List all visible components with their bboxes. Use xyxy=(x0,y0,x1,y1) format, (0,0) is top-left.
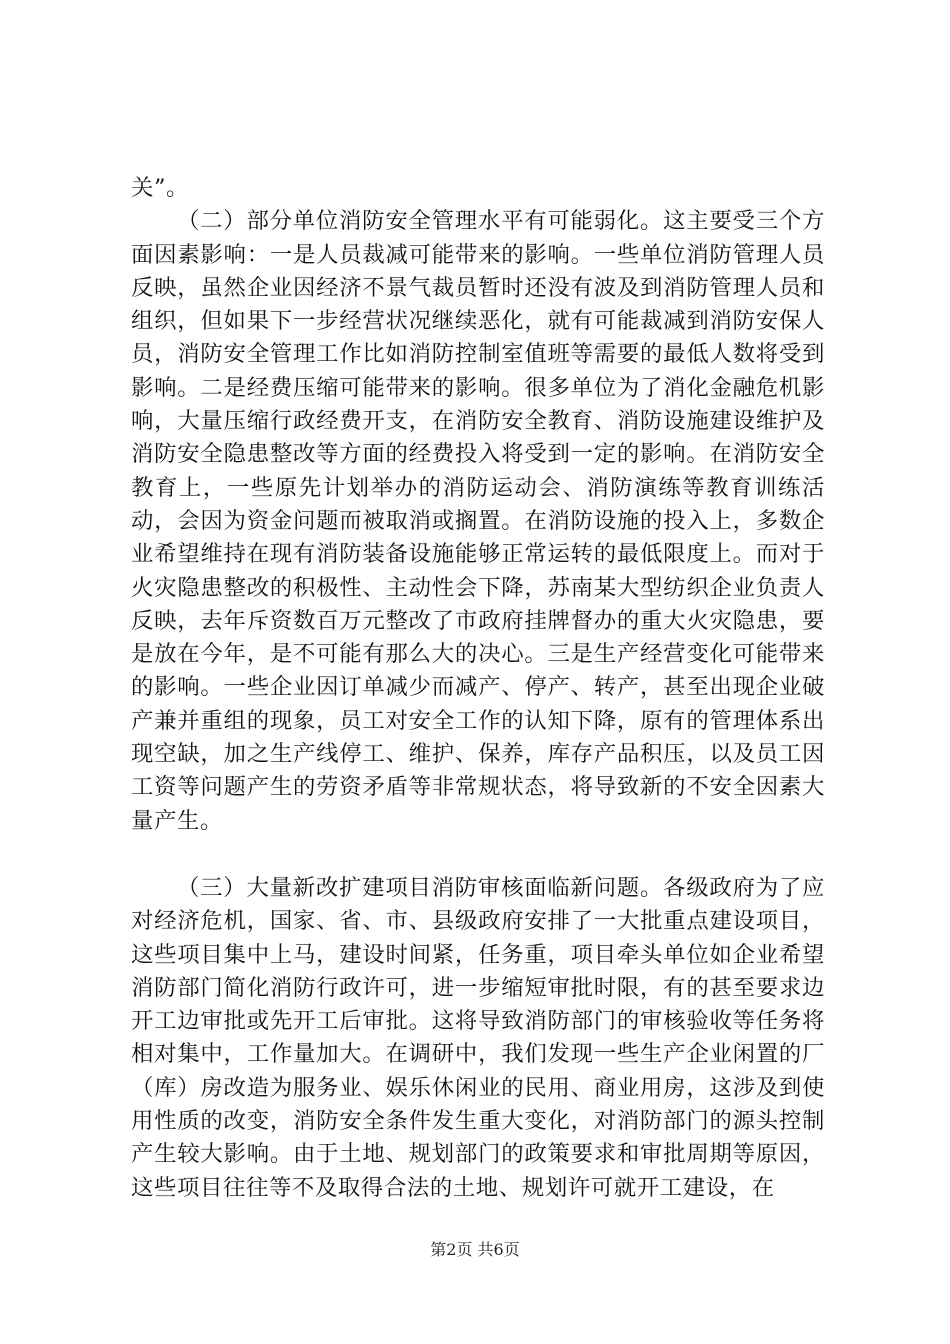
paragraph-section-three: （三）大量新改扩建项目消防审核面临新问题。各级政府为了应对经济危机，国家、省、市、县级政府安排了一大批重点建设项目，这些项目集中上马，建设时间紧，任务重，项目牵头单位如企业希望消防部门简化消防行政许可，进一步缩短审批时限，有的甚至要求边开工边审批或先开工后审批。这将导致消防部门的审核验收等任务将相对集中，工作量加大。在调研中，我们发现一些生产企业闲置的厂（库）房改造为服务业、娱乐休闲业的民用、商业用房，这涉及到使用性质的改变，消防安全条件发生重大变化，对消防部门的源头控制产生较大影响。由于土地、规划部门的政策要求和审批周期等原因，这些项目往往等不及取得合法的土地、规划许可就开工建设，在 xyxy=(131,875,825,1201)
text-block-upper xyxy=(131,172,825,838)
paragraph-continuation: 关”。 xyxy=(131,175,190,201)
page-number-footer: 第2页 共6页 xyxy=(430,1240,520,1259)
text-block-lower xyxy=(131,872,825,1205)
paragraph-section-two: （二）部分单位消防安全管理水平有可能弱化。这主要受三个方面因素影响：一是人员裁减可能带来的影响。一些单位消防管理人员反映，虽然企业因经济不景气裁员暂时还没有波及到消防管理人员和组织，但如果下一步经营状况继续恶化，就有可能裁减到消防安保人员，消防安全管理工作比如消防控制室值班等需要的最低人数将受到影响。二是经费压缩可能带来的影响。很多单位为了消化金融危机影响，大量压缩行政经费开支，在消防安全教育、消防设施建设维护及消防安全隐患整改等方面的经费投入将受到一定的影响。在消防安全教育上，一些原先计划举办的消防运动会、消防演练等教育训练活动，会因为资金问题而被取消或搁置。在消防设施的投入上，多数企业希望维持在现有消防装备设施能够正常运转的最低限度上。而对于火灾隐患整改的积极性、主动性会下降，苏南某大型纺织企业负责人反映，去年斥资数百万元整改了市政府挂牌督办的重大火灾隐患，要是放在今年，是不可能有那么大的决心。三是生产经营变化可能带来的影响。一些企业因订单减少而减产、停产、转产，甚至出现企业破产兼并重组的现象，员工对安全工作的认知下降，原有的管理体系出现空缺，加之生产线停工、维护、保养，库存产品积压，以及员工因工资等问题产生的劳资矛盾等非常规状态，将导致新的不安全因素大量产生。 xyxy=(131,208,825,834)
